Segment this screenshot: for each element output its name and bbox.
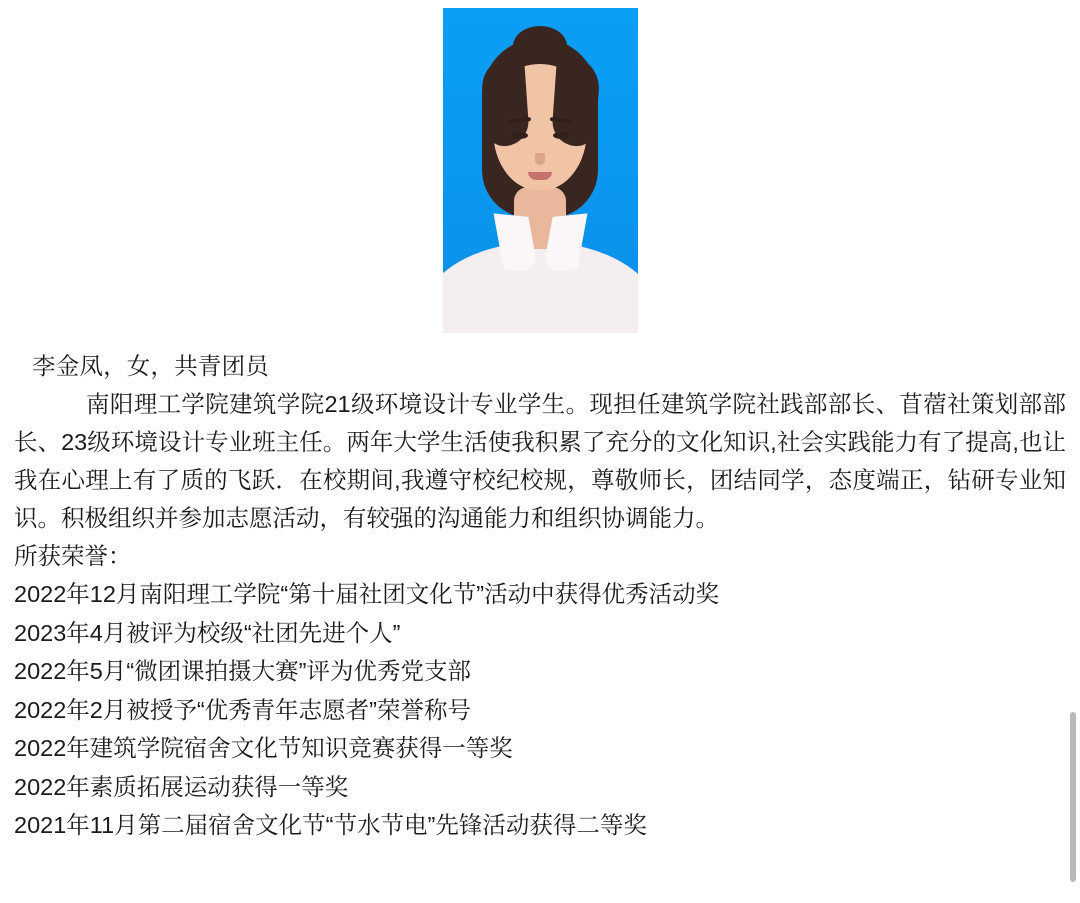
list-item: 2022年2月被授予“优秀青年志愿者”荣誉称号	[14, 696, 471, 723]
document-body	[0, 333, 1080, 845]
eye-left	[511, 132, 528, 139]
list-item: 2022年12月南阳理工学院“第十届社团文化节”活动中获得优秀活动奖	[14, 581, 720, 607]
honors-title: 所获荣誉：	[14, 543, 132, 569]
list-item: 2022年5月“微团课拍摄大赛”评为优秀党支部	[14, 658, 471, 684]
list-item: 2022年建筑学院宿舍文化节知识竞赛获得一等奖	[14, 735, 513, 761]
portrait-photo-container	[0, 0, 1080, 333]
eye-right	[553, 132, 570, 139]
portrait-photo	[443, 8, 638, 333]
shirt-shape	[443, 242, 638, 333]
honors-list	[14, 575, 1066, 845]
vertical-scrollbar[interactable]	[1070, 712, 1076, 882]
list-item: 2021年11月第二届宿舍文化节“节水节电”先锋活动获得二等奖	[14, 812, 647, 838]
nose-shape	[535, 153, 545, 165]
profile-intro-paragraph: 南阳理工学院建筑学院21级环境设计专业学生。现担任建筑学院社践部部长、苜蓿社策划部部长、23级环境设计专业班主任。两年大学生活使我积累了充分的文化知识,社会实践能力有了提高,也让我在心理上有了质的飞跃．在校期间,我遵守校纪校规，尊敬师长，团结同学，态度端正，钻研专业知识。积极组织并参加志愿活动，有较强的沟通能力和组织协调能力。	[14, 391, 1066, 531]
list-item: 2022年素质拓展运动获得一等奖	[14, 773, 349, 800]
profile-header: 李金凤，女，共青团员	[32, 353, 269, 379]
list-item: 2023年4月被评为校级“社团先进个人”	[14, 619, 401, 646]
